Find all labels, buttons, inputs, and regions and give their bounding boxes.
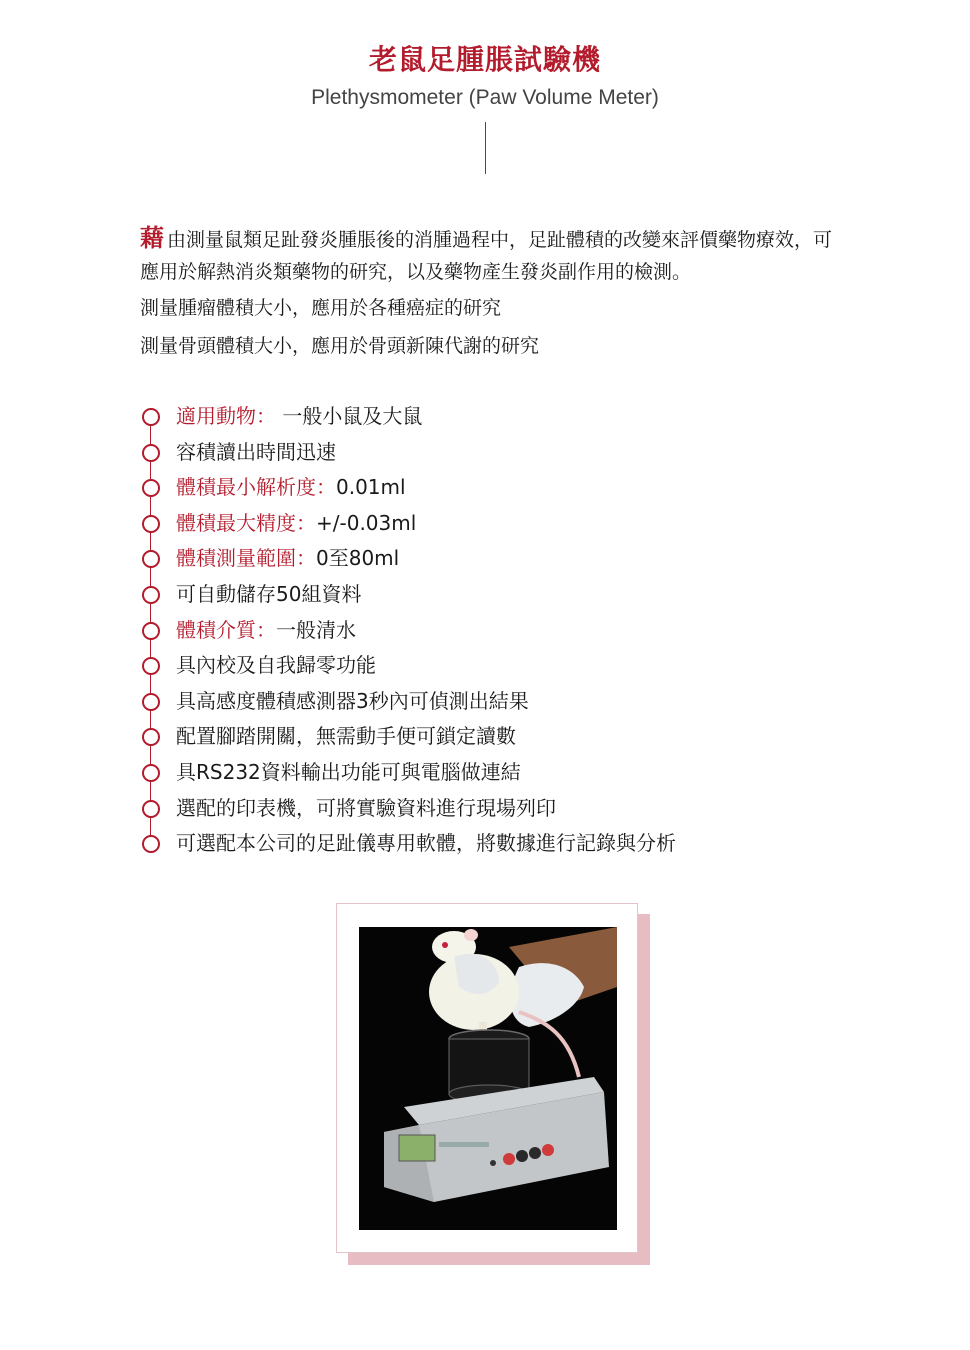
feature-item (140, 613, 840, 649)
feature-value: 容積讀出時間迅速 (176, 439, 336, 464)
circle-bullet-icon (142, 728, 160, 746)
feature-label: 體積最大精度： (176, 510, 316, 535)
feature-item (140, 719, 840, 755)
intro-line-2: 測量腫瘤體積大小，應用於各種癌症的研究 (140, 297, 502, 319)
circle-bullet-icon (142, 550, 160, 568)
feature-item (140, 577, 840, 613)
feature-value: 0.01ml (336, 475, 406, 500)
feature-label: 體積測量範圍： (176, 546, 316, 571)
feature-label: 適用動物： (176, 404, 276, 428)
feature-label: 體積最小解析度： (176, 475, 336, 500)
circle-bullet-icon (142, 693, 160, 711)
circle-bullet-icon (142, 444, 160, 462)
feature-value: 具內校及自我歸零功能 (176, 653, 376, 678)
feature-value: 可選配本公司的足趾儀專用軟體，將數據進行記錄與分析 (176, 831, 676, 856)
intro-paragraph (140, 222, 840, 288)
circle-bullet-icon (142, 657, 160, 675)
product-photo (359, 927, 617, 1230)
circle-bullet-icon (142, 764, 160, 782)
feature-item (140, 684, 840, 720)
feature-value: 具高感度體積感測器3秒內可偵測出結果 (176, 688, 529, 713)
feature-value: +/-0.03ml (316, 510, 417, 535)
circle-bullet-icon (142, 622, 160, 640)
feature-label: 體積介質： (176, 617, 276, 642)
feature-item (140, 755, 840, 791)
feature-item (140, 506, 840, 542)
circle-bullet-icon (142, 515, 160, 533)
feature-item (140, 435, 840, 471)
feature-value: 0至80ml (316, 546, 400, 571)
page-title: 老鼠足腫脹試驗機 (368, 43, 601, 76)
intro-section (140, 222, 840, 362)
circle-bullet-icon (142, 479, 160, 497)
circle-bullet-icon (142, 408, 160, 426)
feature-item (140, 399, 840, 435)
plethysmometer-illustration (359, 927, 617, 1230)
feature-item (140, 541, 840, 577)
feature-value: 選配的印表機，可將實驗資料進行現場列印 (176, 795, 556, 820)
feature-item (140, 648, 840, 684)
intro-line-3: 測量骨頭體積大小，應用於骨頭新陳代謝的研究 (140, 335, 540, 357)
title-divider (485, 122, 486, 174)
feature-list (140, 399, 840, 862)
feature-value: 具RS232資料輸出功能可與電腦做連結 (176, 759, 521, 784)
feature-value: 配置腳踏開關，無需動手便可鎖定讀數 (176, 724, 516, 749)
feature-value: 可自動儲存50組資料 (176, 581, 362, 606)
feature-value: 一般清水 (276, 617, 356, 642)
feature-item (140, 791, 840, 827)
intro-first-char: 藉 (140, 224, 164, 252)
circle-bullet-icon (142, 835, 160, 853)
page-subtitle: Plethysmometer (Paw Volume Meter) (311, 86, 659, 109)
circle-bullet-icon (142, 800, 160, 818)
feature-item (140, 826, 840, 862)
circle-bullet-icon (142, 586, 160, 604)
feature-item (140, 470, 840, 506)
feature-value: 一般小鼠及大鼠 (276, 404, 423, 428)
intro-line-1: 由測量鼠類足趾發炎腫脹後的消腫過程中，足趾體積的改變來評價藥物療效，可應用於解熱消炎類藥物的研究，以及藥物產生發炎副作用的檢測。 (140, 229, 833, 283)
